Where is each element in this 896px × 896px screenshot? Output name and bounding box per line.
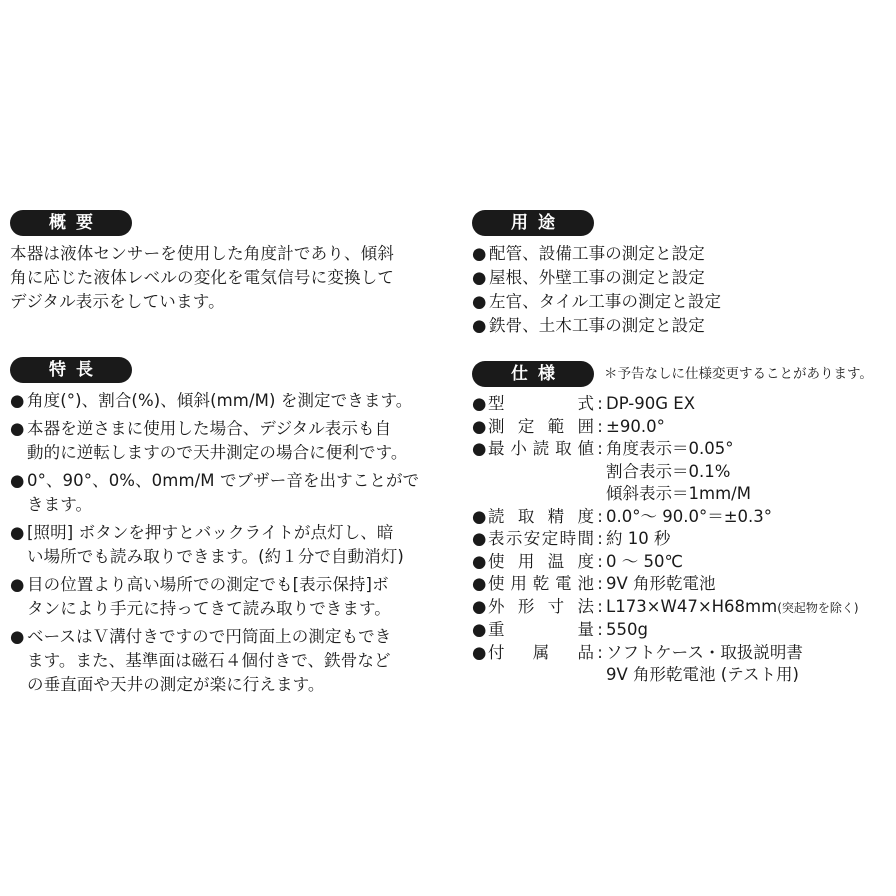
bullet-icon: ● [10,627,25,646]
features-list [10,389,450,697]
list-item: ● 目の位置より高い場所での測定でも[表示保持]ボ タンにより手元に持ってきて読み取りできます。 [10,575,391,618]
bullet-icon: ● [472,551,487,571]
spec-row-weight [472,619,892,642]
spec-row-resolution [472,438,892,506]
bullet-icon: ● [472,574,487,593]
list-item: ● [照明] ボタンを押すとバックライトが点灯し、暗 い場所でも読み取りできます。(約１分で自動消灯) [10,523,404,566]
overview-heading: 概要 [10,210,132,236]
spec-row-dimensions [472,596,892,620]
bullet-icon: ● [10,471,25,490]
list-item: ● 角度(°)、割合(%)、傾斜(mm/M) を測定できます。 [10,389,450,413]
bullet-icon: ● [472,529,487,548]
spec-label: 表示安定時間 [488,529,594,548]
bullet-icon: ● [10,391,25,410]
spec-row-stabilization [472,528,892,551]
specs-table [472,393,892,687]
spec-row-model [472,393,892,416]
spec-row-accuracy [472,506,892,529]
bullet-icon: ● [472,292,487,311]
spec-row-accessories [472,642,892,687]
bullet-icon: ● [472,439,487,458]
uses-list [472,242,892,338]
spec-value: 0.0°～ 90.0°＝±0.3° [606,506,773,526]
list-item: ● 左官、タイル工事の測定と設定 [472,290,892,314]
spec-value: ±90.0° [606,416,665,436]
spec-value: 角度表示＝0.05° 割合表示＝0.1% 傾斜表示＝1mm/M [606,439,751,503]
dimensions-note: (突起物を除く) [777,600,859,615]
specs-note: ＊予告なしに仕様変更することがあります。 [604,366,873,382]
bullet-icon: ● [472,394,487,413]
dimensions-value: L173×W47×H68mm [606,596,778,616]
list-item: ● ベースはＶ溝付きですので円筒面上の測定もでき ます。また、基準面は磁石４個付きで、鉄骨など の垂直面や天井の測定が楽に行えます。 [10,627,392,694]
uses-heading: 用途 [472,210,594,236]
spec-row-battery [472,573,892,596]
spec-label: 測定範囲 [488,416,594,436]
spec-colon: : [597,529,603,548]
features-section [10,357,450,697]
spec-row-range [472,416,892,439]
overview-section [10,210,450,314]
bullet-icon: ● [10,575,25,594]
right-column [472,210,892,687]
spec-value: ソフトケース・取扱説明書 9V 角形乾電池 (テスト用) [606,642,803,684]
spec-value: 9V 角形乾電池 [606,574,716,593]
spec-colon: : [597,620,603,639]
list-item: ● 配管、設備工事の測定と設定 [472,242,892,266]
spec-value: 約 10 秒 [606,529,671,548]
bullet-icon: ● [472,244,487,263]
spec-value: DP-90G EX [606,394,696,413]
bullet-icon: ● [472,316,487,335]
bullet-icon: ● [10,419,25,438]
bullet-icon: ● [472,642,487,662]
spec-colon: : [597,439,603,458]
spec-colon: : [597,596,603,616]
bullet-icon: ● [472,620,487,639]
bullet-icon: ● [472,416,487,436]
list-item: ● 本器を逆さまに使用した場合、デジタル表示も自 動的に逆転しますので天井測定の場合に便利です。 [10,419,408,462]
spec-colon: : [597,506,603,526]
spec-colon: : [597,574,603,593]
spec-label: 重量 [488,620,594,639]
list-item: ● 屋根、外壁工事の測定と設定 [472,266,892,290]
spec-colon: : [597,394,603,413]
spec-label: 付属品 [488,642,594,662]
list-item: ● 鉄骨、土木工事の測定と設定 [472,314,892,338]
left-column [10,210,450,701]
uses-section [472,210,892,338]
overview-text: 本器は液体センサーを使用した角度計であり、傾斜 角に応じた液体レベルの変化を電気信号に変換して デジタル表示をしています。 [10,244,395,311]
bullet-icon: ● [472,596,487,616]
spec-label: 外形寸法 [488,596,594,616]
spec-value [606,596,859,620]
bullet-icon: ● [472,506,487,526]
spec-value: 0 ～ 50℃ [606,551,684,571]
bullet-icon: ● [10,523,25,542]
specs-section [472,361,892,687]
spec-row-temperature [472,551,892,574]
spec-colon: : [597,642,603,662]
list-item: ● 0°、90°、0%、0mm/M でブザー音を出すことがで きます。 [10,471,420,514]
specs-heading: 仕様 [472,361,594,387]
spec-colon: : [597,551,603,571]
spec-label: 使用温度 [488,551,594,571]
bullet-icon: ● [472,268,487,287]
spec-label: 使用乾電池 [488,574,594,593]
spec-value: 550g [606,620,648,639]
features-heading: 特長 [10,357,132,383]
spec-colon: : [597,416,603,436]
spec-label: 最小読取値 [488,439,594,458]
spec-label: 型式 [488,394,594,413]
spec-label: 読取精度 [488,506,594,526]
